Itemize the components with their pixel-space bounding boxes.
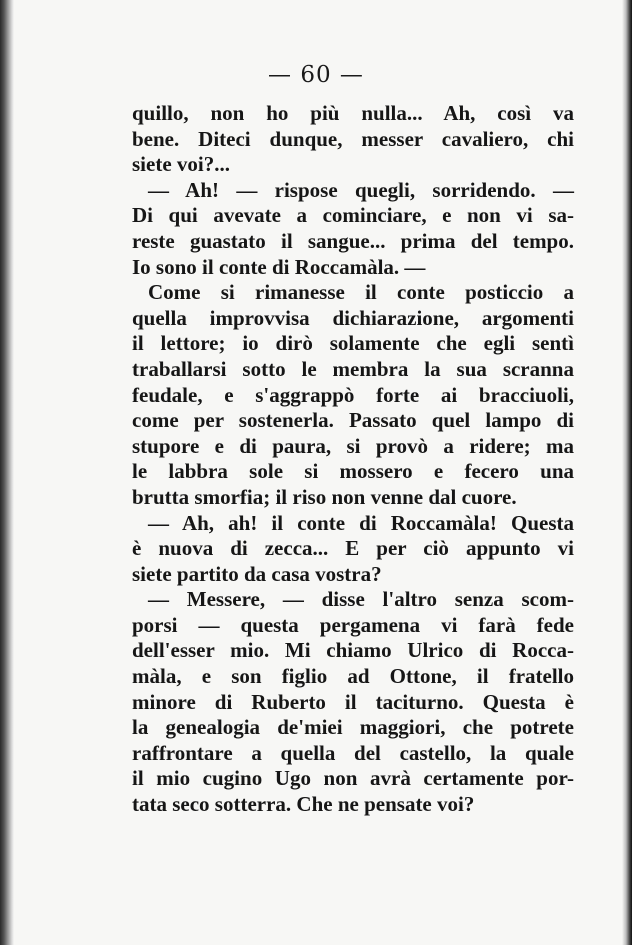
text-line: siete partito da casa vostra? [132, 561, 382, 586]
text-line: — Ah, ah! il conte di Roccamàla! Questa [148, 510, 574, 535]
text-line: bene. Diteci dunque, messer cavaliero, chi [132, 126, 574, 151]
text-line: Come si rimanesse il conte posticcio a [148, 280, 574, 305]
text-line: come per sostenerla. Passato quel lampo di [132, 408, 574, 433]
text-line: il mio cugino Ugo non avrà certamente por- [132, 766, 574, 791]
text-line: stupore e di paura, si provò a ridere; ma [132, 433, 574, 458]
page-left-binding-edge [0, 0, 14, 945]
text-line: màla, e son figlio ad Ottone, il fratello [132, 664, 574, 689]
text-line: siete voi?... [132, 152, 230, 177]
text-line: la genealogia de'miei maggiori, che potrete [132, 715, 574, 740]
text-line: tata seco sotterra. Che ne pensate voi? [132, 792, 475, 817]
body-text [132, 101, 574, 818]
text-line: quella improvvisa dichiarazione, argomenti [132, 305, 574, 330]
text-line: quillo, non ho più nulla... Ah, così va [132, 101, 574, 125]
text-line: — Ah! — rispose quegli, sorridendo. — [148, 177, 574, 202]
text-line: — Messere, — disse l'altro senza scom- [148, 587, 574, 612]
page-right-edge [622, 0, 632, 945]
text-line: Io sono il conte di Roccamàla. — [132, 254, 426, 279]
page-number: — 60 — [268, 62, 364, 88]
text-line: è nuova di zecca... E per ciò appunto vi [132, 536, 574, 561]
text-line: traballarsi sotto le membra la sua scranna [132, 356, 574, 381]
text-line: porsi — questa pergamena vi farà fede [132, 612, 574, 637]
text-line: raffrontare a quella del castello, la quale [132, 740, 574, 765]
text-line: brutta smorfia; il riso non venne dal cuore. [132, 484, 517, 509]
text-line: le labbra sole si mossero e fecero una [132, 459, 574, 484]
text-line: reste guastato il sangue... prima del tempo. [132, 228, 574, 253]
text-line: Di qui avevate a cominciare, e non vi sa- [132, 203, 574, 228]
text-line: dell'esser mio. Mi chiamo Ulrico di Rocca- [132, 638, 574, 663]
text-line: minore di Ruberto il taciturno. Questa è [132, 689, 574, 714]
text-line: il lettore; io dirò solamente che egli sentì [132, 331, 574, 356]
text-line: feudale, e s'aggrappò forte ai bracciuoli, [132, 382, 574, 407]
